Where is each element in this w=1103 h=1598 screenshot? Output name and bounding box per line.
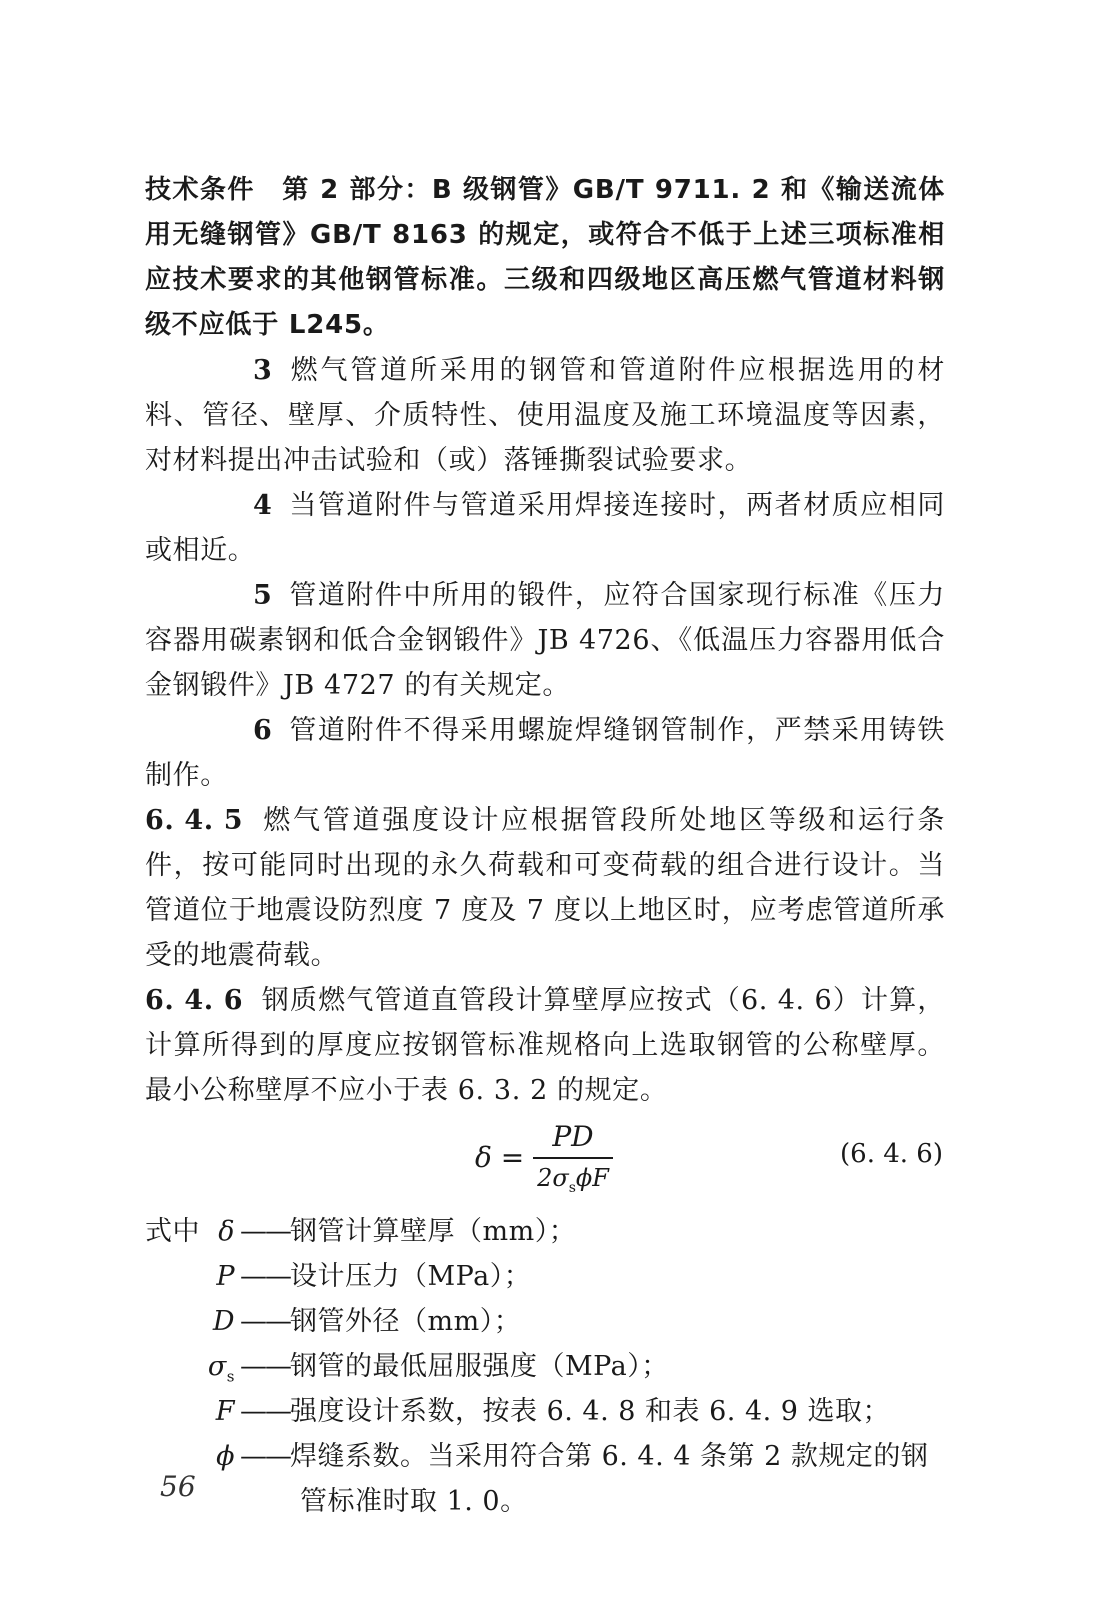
dash: —— — [240, 1351, 290, 1382]
dash: —— — [240, 1306, 290, 1337]
symbol — [145, 1389, 235, 1434]
clause-text: 燃气管道强度设计应根据管段所处地区等级和运行条件，按可能同时出现的永久荷载和可变荷载的组合进行设计。当管道位于地震设防烈度 7 度及 7 度以上地区时，应考虑管道所承受的地震荷载。 — [145, 805, 945, 971]
clause-6-4-6 — [145, 978, 945, 1113]
page-body — [145, 168, 945, 1524]
definition-text — [240, 1389, 945, 1434]
definition-body: 钢管外径（mm）； — [290, 1306, 522, 1337]
formula-lhs: δ = — [475, 1141, 525, 1174]
definition-text — [240, 1299, 945, 1344]
symbol-char: D — [212, 1306, 235, 1337]
definition-row — [145, 1209, 945, 1254]
page-number: 56 — [160, 1470, 196, 1503]
definition-body: 焊缝系数。当采用符合第 6. 4. 4 条第 2 款规定的钢管标准时取 1. 0。 — [290, 1441, 929, 1517]
item-text: 燃气管道所采用的钢管和管道附件应根据选用的材料、管径、壁厚、介质特性、使用温度及施工环境温度等因素，对材料提出冲击试验和（或）落锤撕裂试验要求。 — [145, 355, 945, 476]
definition-body: 钢管的最低屈服强度（MPa）； — [290, 1351, 669, 1382]
paragraph-continuation: 技术条件 第 2 部分：B 级钢管》GB/T 9711. 2 和《输送流体用无缝钢管》GB/T 8163 的规定，或符合不低于上述三项标准相应技术要求的其他钢管标准。三级和四级地区高压燃气管道材料钢级不应低于 L245。 — [145, 175, 945, 340]
item-4 — [145, 483, 945, 573]
definition-text — [240, 1344, 945, 1389]
clause-6-4-5 — [145, 798, 945, 978]
item-5 — [145, 573, 945, 708]
symbol-char: ϕ — [216, 1441, 235, 1472]
denominator-subscript: s — [568, 1179, 576, 1196]
formula-fraction — [533, 1119, 613, 1205]
definition-text — [240, 1434, 945, 1524]
symbol-char: σ — [207, 1351, 227, 1382]
dash: —— — [240, 1441, 290, 1472]
clause-text: 钢质燃气管道直管段计算壁厚应按式（6. 4. 6）计算，计算所得到的厚度应按钢管标准规格向上选取钢管的公称壁厚。最小公称壁厚不应小于表 6. 3. 2 的规定。 — [145, 985, 945, 1106]
definition-body: 钢管计算壁厚（mm）； — [290, 1216, 577, 1247]
definition-body: 强度设计系数，按表 6. 4. 8 和表 6. 4. 9 选取； — [290, 1396, 891, 1427]
dash: —— — [240, 1216, 290, 1247]
definition-row — [145, 1254, 945, 1299]
definitions-lead: 式中 — [145, 1216, 200, 1247]
symbol-char: P — [216, 1261, 235, 1292]
definition-text — [240, 1254, 945, 1299]
definition-row — [145, 1389, 945, 1434]
formula-6-4-6 — [145, 1119, 945, 1205]
item-3 — [145, 348, 945, 483]
denominator-part: ϕF — [575, 1164, 609, 1192]
symbol — [145, 1209, 235, 1254]
denominator-part: 2σ — [537, 1164, 569, 1192]
clause-number: 6. 4. 6 — [145, 985, 244, 1016]
definition-row — [145, 1344, 945, 1389]
symbol-char: δ — [218, 1216, 235, 1247]
formula-denominator — [533, 1161, 613, 1205]
equation-number: (6. 4. 6) — [840, 1139, 943, 1169]
item-text: 管道附件不得采用螺旋焊缝钢管制作，严禁采用铸铁制作。 — [145, 715, 945, 791]
symbol-definitions — [145, 1209, 945, 1524]
fraction-bar — [533, 1157, 613, 1159]
definition-row — [145, 1299, 945, 1344]
definition-body: 设计压力（MPa）； — [290, 1261, 532, 1292]
item-number: 6 — [253, 715, 273, 746]
clause-number: 6. 4. 5 — [145, 805, 244, 836]
definition-text — [240, 1209, 945, 1254]
dash: —— — [240, 1396, 290, 1427]
item-number: 5 — [253, 580, 273, 611]
symbol-char: F — [215, 1396, 235, 1427]
item-text: 管道附件中所用的锻件，应符合国家现行标准《压力容器用碳素钢和低合金钢锻件》JB 4726、《低温压力容器用低合金钢锻件》JB 4727 的有关规定。 — [145, 580, 945, 701]
item-text: 当管道附件与管道采用焊接连接时，两者材质应相同或相近。 — [145, 490, 945, 566]
item-number: 3 — [253, 355, 273, 386]
item-number: 4 — [253, 490, 273, 521]
formula-numerator: PD — [552, 1120, 594, 1153]
symbol — [145, 1254, 235, 1299]
item-6 — [145, 708, 945, 798]
symbol-subscript: s — [226, 1367, 235, 1386]
symbol — [145, 1299, 235, 1344]
definition-row — [145, 1434, 945, 1524]
dash: —— — [240, 1261, 290, 1292]
